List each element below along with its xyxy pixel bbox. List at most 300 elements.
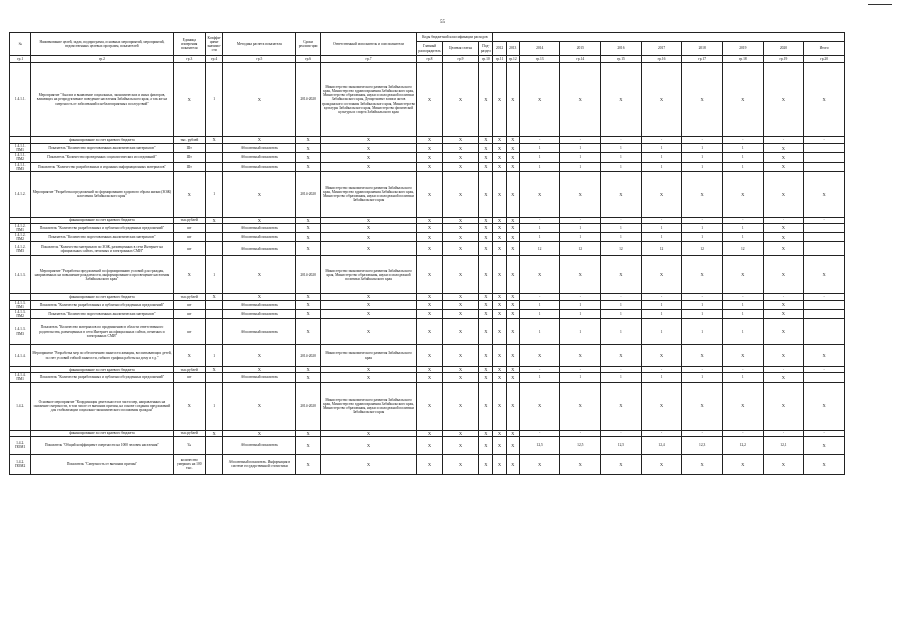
row-program-code: Х — [442, 171, 479, 217]
row-2013: Х — [506, 217, 519, 223]
row-program-code: Х — [442, 223, 479, 232]
row-program-code: Х — [442, 373, 479, 382]
row-method: Абсолютный показатель — [223, 162, 296, 171]
row-total — [804, 300, 845, 309]
row-2015: 1 — [560, 319, 601, 345]
row-number: 1.4.1.4. — [10, 345, 31, 367]
row-2017: 1 — [641, 144, 682, 153]
row-2020: Х — [763, 309, 804, 318]
row-number: 1.4.1.3. ПМ2 — [10, 309, 31, 318]
row-name: Мероприятие "Анализ и выявление социальных, экономических и иных факторов, влияющих на репродуктивное поведение населения Забайкальского края, а так же на смертность от заболеваний и неблагоприятных последствий" — [31, 63, 173, 137]
row-2020: Х — [763, 345, 804, 367]
row-2019: 1 — [722, 223, 763, 232]
header-2018: 2018 — [682, 42, 723, 56]
row-2019: 1 — [722, 319, 763, 345]
row-admin-code: Х — [417, 256, 442, 294]
row-admin-code: Х — [417, 373, 442, 382]
row-term: Х — [296, 223, 320, 232]
row-2014: 1 — [519, 300, 560, 309]
row-2012: Х — [493, 300, 506, 309]
row-unit: шт — [173, 309, 206, 318]
row-2012: Х — [493, 153, 506, 162]
header-executor: Ответственный исполнитель и соисполнители — [320, 33, 416, 56]
table-row — [10, 223, 845, 232]
row-2016: Х — [601, 256, 642, 294]
row-program-code: Х — [442, 382, 479, 430]
row-2018: 12 — [682, 242, 723, 256]
header-term: Сроки реализа-ции — [296, 33, 320, 56]
table-row — [10, 454, 845, 474]
row-2016: - — [601, 217, 642, 223]
program-indicators-table — [9, 32, 845, 475]
row-program-code: Х — [442, 309, 479, 318]
row-term: Х — [296, 162, 320, 171]
row-2015: - — [560, 367, 601, 373]
row-program-code: Х — [442, 345, 479, 367]
row-2014: 1 — [519, 153, 560, 162]
row-2013: Х — [506, 367, 519, 373]
row-admin-code: Х — [417, 162, 442, 171]
header-2013: 2013 — [506, 42, 519, 56]
row-weight — [206, 144, 223, 153]
row-2012: Х — [493, 319, 506, 345]
row-admin-code: Х — [417, 153, 442, 162]
row-2015: Х — [560, 454, 601, 474]
row-2016: 1 — [601, 373, 642, 382]
row-2014: Х — [519, 454, 560, 474]
row-2015: 12 — [560, 242, 601, 256]
row-unit: Х — [173, 171, 206, 217]
row-2019: Х — [722, 345, 763, 367]
row-2019: Х — [722, 63, 763, 137]
row-method: Х — [223, 430, 296, 436]
row-2020: - — [763, 367, 804, 373]
row-2013: Х — [506, 162, 519, 171]
row-2012: Х — [493, 367, 506, 373]
row-2017: 1 — [641, 373, 682, 382]
row-2020: Х — [763, 373, 804, 382]
row-weight — [206, 153, 223, 162]
row-number: 1.4.1.3. ПМ3 — [10, 319, 31, 345]
row-section-code: Х — [479, 171, 493, 217]
row-term: Х — [296, 217, 320, 223]
row-2017: Х — [641, 63, 682, 137]
row-method: Х — [223, 137, 296, 144]
row-section-code: Х — [479, 137, 493, 144]
row-2017: - — [641, 137, 682, 144]
row-executor: Х — [320, 233, 416, 242]
row-2016: Х — [601, 171, 642, 217]
row-2016: 12,5 — [601, 436, 642, 454]
row-unit: шт — [173, 242, 206, 256]
row-number — [10, 137, 31, 144]
row-name: Показатель "Количество разработанных и публично обсужденных предложений" — [31, 373, 173, 382]
row-unit: шт — [173, 223, 206, 232]
row-2018: - — [682, 294, 723, 300]
row-program-code: Х — [442, 256, 479, 294]
row-unit: шт — [173, 300, 206, 309]
row-2018: 1 — [682, 153, 723, 162]
row-2012: Х — [493, 373, 506, 382]
row-2014: Х — [519, 256, 560, 294]
row-2016: Х — [601, 345, 642, 367]
row-unit: Х — [173, 345, 206, 367]
row-2012: Х — [493, 256, 506, 294]
row-2019: Х — [722, 382, 763, 430]
row-number: 1.4.1.2. — [10, 171, 31, 217]
row-term: Х — [296, 367, 320, 373]
row-2012: Х — [493, 345, 506, 367]
row-2014: 1 — [519, 309, 560, 318]
table-row — [10, 144, 845, 153]
group-number: гр.15 — [601, 56, 642, 63]
row-2014: Х — [519, 63, 560, 137]
row-term: Х — [296, 153, 320, 162]
row-2018: 1 — [682, 223, 723, 232]
row-number: 1.4.2. ПОМ1 — [10, 436, 31, 454]
row-unit: Х — [173, 382, 206, 430]
header-no: № — [10, 33, 31, 56]
header-method: Методика расчета показателя — [223, 33, 296, 56]
row-executor: Х — [320, 137, 416, 144]
row-method: Х — [223, 63, 296, 137]
row-2012: Х — [493, 436, 506, 454]
row-weight: 1 — [206, 382, 223, 430]
group-number: гр.13 — [519, 56, 560, 63]
row-method: Абсолютный показатель — [223, 144, 296, 153]
row-2017: Х — [641, 171, 682, 217]
row-admin-code: Х — [417, 319, 442, 345]
row-unit: тыс. рублей — [173, 137, 206, 144]
row-2020: - — [763, 430, 804, 436]
row-2014: 1 — [519, 223, 560, 232]
row-section-code: Х — [479, 309, 493, 318]
row-admin-code: Х — [417, 309, 442, 318]
row-2020: Х — [763, 144, 804, 153]
row-admin-code: Х — [417, 382, 442, 430]
row-2016: 1 — [601, 319, 642, 345]
row-2013: Х — [506, 233, 519, 242]
row-2012: Х — [493, 162, 506, 171]
row-weight: 1 — [206, 63, 223, 137]
row-2020: Х — [763, 171, 804, 217]
row-admin-code: Х — [417, 430, 442, 436]
row-term: Х — [296, 319, 320, 345]
row-2015: 1 — [560, 144, 601, 153]
row-2019: 12,2 — [722, 436, 763, 454]
row-section-code: Х — [479, 319, 493, 345]
header-years-group — [493, 33, 845, 42]
row-2019: 1 — [722, 162, 763, 171]
row-section-code: Х — [479, 63, 493, 137]
row-2012: Х — [493, 382, 506, 430]
table-row — [10, 137, 845, 144]
row-name: Показатель "Количество материалов по ЗОЖ, размещенных в сети Интернет на официальных сайтах, печатных и электронных СМИ" — [31, 242, 173, 256]
row-2018: 1 — [682, 162, 723, 171]
row-2019: 1 — [722, 144, 763, 153]
row-total: Х — [804, 454, 845, 474]
row-name: Мероприятие "Разработка предложений по формированию условий для граждан, направленных на повышение рождаемости, информирование и просвещение населения Забайкальского края" — [31, 256, 173, 294]
row-2014: 12,5 — [519, 436, 560, 454]
row-unit: тыс.рублей — [173, 217, 206, 223]
row-section-code: Х — [479, 382, 493, 430]
row-executor: Министерство экономического развития Забайкальского края, Министерство образования, науки и молодежной политики Забайкальского края — [320, 256, 416, 294]
row-2019: - — [722, 137, 763, 144]
row-2017: 1 — [641, 153, 682, 162]
corner-mark — [868, 4, 892, 5]
row-method: Х — [223, 367, 296, 373]
row-term: Х — [296, 242, 320, 256]
row-method: Абсолютный показатель — [223, 300, 296, 309]
row-unit: тыс.рублей — [173, 294, 206, 300]
row-program-code: Х — [442, 454, 479, 474]
row-term: 2014-2020 — [296, 256, 320, 294]
row-2016: 1 — [601, 309, 642, 318]
row-2016: - — [601, 294, 642, 300]
row-number: 1.4.1.1. ПМ1 — [10, 144, 31, 153]
header-weight: Коэффи-циент значимо-сти — [206, 33, 223, 56]
group-number: гр.8 — [417, 56, 442, 63]
row-name: Показатель "Количество проведенных социологических исследований" — [31, 153, 173, 162]
row-section-code: Х — [479, 294, 493, 300]
row-2018: Х — [682, 256, 723, 294]
row-method: Х — [223, 171, 296, 217]
row-weight — [206, 436, 223, 454]
row-total — [804, 309, 845, 318]
row-2017: Х — [641, 382, 682, 430]
row-2014: 1 — [519, 373, 560, 382]
group-number: гр.14 — [560, 56, 601, 63]
row-executor: Министерство экономического развития Забайкальского края, Министерство здравоохранения Забайкальского края, Министерство образования, науки и молодежной политики Забайкальского края — [320, 171, 416, 217]
row-name: Показатель "Количество разработанных и изданных информационных материалов" — [31, 162, 173, 171]
row-name: Показатель "Общий коэффициент смертности на 1000 человек населения" — [31, 436, 173, 454]
row-weight: 1 — [206, 345, 223, 367]
row-total: Х — [804, 256, 845, 294]
row-2019: 1 — [722, 233, 763, 242]
row-2018: 1 — [682, 373, 723, 382]
row-executor: Х — [320, 294, 416, 300]
row-2012: Х — [493, 242, 506, 256]
table-row — [10, 309, 845, 318]
row-total: - — [804, 367, 845, 373]
group-number: гр.17 — [682, 56, 723, 63]
row-number: 1.4.1.3. ПМ1 — [10, 300, 31, 309]
row-total: - — [804, 430, 845, 436]
row-number: 1.4.2. — [10, 382, 31, 430]
row-program-code: Х — [442, 153, 479, 162]
row-2019: Х — [722, 171, 763, 217]
row-2016: - — [601, 137, 642, 144]
row-section-code: Х — [479, 345, 493, 367]
row-2018: - — [682, 430, 723, 436]
row-section-code: Х — [479, 256, 493, 294]
row-total: Х — [804, 171, 845, 217]
row-2020: Х — [763, 242, 804, 256]
row-2019: 12 — [722, 242, 763, 256]
row-admin-code: Х — [417, 63, 442, 137]
group-number: гр.19 — [763, 56, 804, 63]
row-weight — [206, 223, 223, 232]
row-2020: - — [763, 217, 804, 223]
row-program-code: Х — [442, 144, 479, 153]
row-2018: Х — [682, 454, 723, 474]
row-method: Абсолютный показатель — [223, 319, 296, 345]
row-term: Х — [296, 233, 320, 242]
row-2014: 1 — [519, 162, 560, 171]
row-total — [804, 223, 845, 232]
row-unit: шт — [173, 319, 206, 345]
row-program-code: Х — [442, 217, 479, 223]
row-weight: 1 — [206, 256, 223, 294]
row-total: Х — [804, 436, 845, 454]
row-2015: Х — [560, 345, 601, 367]
row-weight — [206, 300, 223, 309]
row-section-code: Х — [479, 217, 493, 223]
row-2015: 12,5 — [560, 436, 601, 454]
row-2019: Х — [722, 454, 763, 474]
row-executor: Х — [320, 309, 416, 318]
row-admin-code: Х — [417, 242, 442, 256]
row-2012: Х — [493, 223, 506, 232]
row-name: Показатель "Количество разработанных и публично обсужденных предложений" — [31, 223, 173, 232]
header-admin: Главный распорядитель — [417, 42, 442, 56]
row-2018: 1 — [682, 144, 723, 153]
row-2017: 1 — [641, 309, 682, 318]
row-2013: Х — [506, 171, 519, 217]
row-number: 1.4.1.2. ПМ2 — [10, 233, 31, 242]
row-2012: Х — [493, 454, 506, 474]
row-2017: 12,4 — [641, 436, 682, 454]
row-method: Абсолютный показатель — [223, 153, 296, 162]
row-total — [804, 319, 845, 345]
row-2017: - — [641, 294, 682, 300]
row-2015: 1 — [560, 223, 601, 232]
header-2012: 2012 — [493, 42, 506, 56]
row-name: финансирование за счет краевого бюджета — [31, 367, 173, 373]
row-method: Х — [223, 256, 296, 294]
row-2014: Х — [519, 382, 560, 430]
row-weight: Х — [206, 217, 223, 223]
row-2013: Х — [506, 256, 519, 294]
row-total — [804, 373, 845, 382]
row-executor: Х — [320, 217, 416, 223]
row-number: 1.4.1.2. ПМ1 — [10, 223, 31, 232]
row-method: Х — [223, 217, 296, 223]
row-2020: Х — [763, 63, 804, 137]
row-2014: 1 — [519, 319, 560, 345]
row-admin-code: Х — [417, 300, 442, 309]
row-2020: Х — [763, 319, 804, 345]
row-number: 1.4.1.4. ПМ1 — [10, 373, 31, 382]
row-2020: - — [763, 137, 804, 144]
row-number: 1.4.1.1. — [10, 63, 31, 137]
row-name: финансирование за счет краевого бюджета — [31, 430, 173, 436]
header-section: Под-раздел — [479, 42, 493, 56]
row-section-code: Х — [479, 153, 493, 162]
row-2018: - — [682, 217, 723, 223]
row-2014: 1 — [519, 233, 560, 242]
row-weight: Х — [206, 367, 223, 373]
row-section-code: Х — [479, 223, 493, 232]
row-unit: шт — [173, 233, 206, 242]
row-2018: Х — [682, 382, 723, 430]
header-2015: 2015 — [560, 42, 601, 56]
row-2019: - — [722, 367, 763, 373]
row-total: Х — [804, 382, 845, 430]
row-total — [804, 242, 845, 256]
row-weight — [206, 373, 223, 382]
row-number: 1.4.2. ПОМ2 — [10, 454, 31, 474]
row-weight — [206, 454, 223, 474]
row-term: Х — [296, 454, 320, 474]
row-2015: Х — [560, 63, 601, 137]
row-2015: - — [560, 294, 601, 300]
table-body — [10, 63, 845, 475]
row-weight: 1 — [206, 171, 223, 217]
row-executor: Х — [320, 153, 416, 162]
row-unit: тыс.рублей — [173, 430, 206, 436]
row-2020: Х — [763, 256, 804, 294]
row-2013: Х — [506, 436, 519, 454]
row-2016: 1 — [601, 223, 642, 232]
row-section-code: Х — [479, 373, 493, 382]
row-term: Х — [296, 137, 320, 144]
row-name: Показатель "Количество подготовленных аналитических материалов" — [31, 144, 173, 153]
row-number: 1.4.1.2. ПМ3 — [10, 242, 31, 256]
row-2013: Х — [506, 454, 519, 474]
row-2014: - — [519, 430, 560, 436]
row-term: Х — [296, 430, 320, 436]
row-2016: 1 — [601, 162, 642, 171]
group-number: гр.10 — [479, 56, 493, 63]
table-row — [10, 256, 845, 294]
row-2017: 1 — [641, 319, 682, 345]
row-2019: 1 — [722, 373, 763, 382]
row-2016: 12 — [601, 242, 642, 256]
row-name: финансирование за счет краевого бюджета — [31, 137, 173, 144]
row-term: 2014-2020 — [296, 63, 320, 137]
row-section-code: Х — [479, 233, 493, 242]
row-total: - — [804, 294, 845, 300]
row-name: финансирование за счет краевого бюджета — [31, 294, 173, 300]
row-executor: Министерство экономического развития Забайкальского края — [320, 345, 416, 367]
row-term: Х — [296, 144, 320, 153]
row-2016: 1 — [601, 300, 642, 309]
row-program-code: Х — [442, 137, 479, 144]
row-2015: 1 — [560, 373, 601, 382]
row-name: Мероприятие "Разработка предложений по формированию здорового образа жизни (ЗОЖ) населения Забайкальского края" — [31, 171, 173, 217]
row-2019: - — [722, 430, 763, 436]
row-2015: - — [560, 217, 601, 223]
row-executor: Х — [320, 144, 416, 153]
row-number: 1.4.1.3. — [10, 256, 31, 294]
row-2017: 1 — [641, 162, 682, 171]
row-2018: 1 — [682, 300, 723, 309]
group-number: гр.6 — [296, 56, 320, 63]
row-total: - — [804, 217, 845, 223]
row-method: Х — [223, 345, 296, 367]
group-number: гр.7 — [320, 56, 416, 63]
row-2013: Х — [506, 144, 519, 153]
header-2016: 2016 — [601, 42, 642, 56]
row-unit: количество умерших на 100 тыс. — [173, 454, 206, 474]
row-2020: Х — [763, 233, 804, 242]
row-2013: Х — [506, 345, 519, 367]
row-2016: 1 — [601, 144, 642, 153]
row-executor: Министерство экономического развития Забайкальского края, Министерство здравоохранения Забайкальского края, Министерство образования, науки и молодежной политики Забайкальского края, Департамент записи актов гражданского состояния Забайкальского края, Министерство культуры Забайкальского края, Министерство физической культуры и спорта Забайкальского края — [320, 63, 416, 137]
row-admin-code: Х — [417, 144, 442, 153]
row-executor: Министерство экономического развития Забайкальского края, Министерство здравоохранения Забайкальского края, Министерство образования, науки и молодежной политики Забайкальского края — [320, 382, 416, 430]
